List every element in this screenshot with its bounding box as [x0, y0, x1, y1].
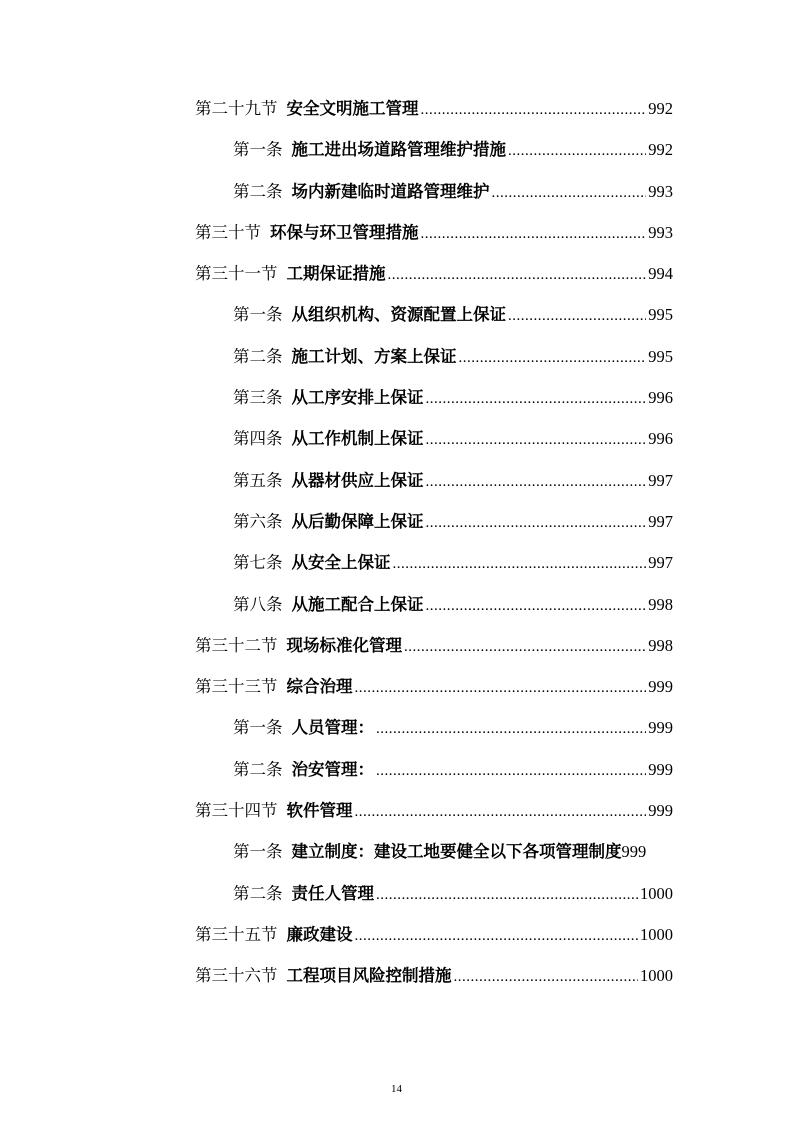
- toc-entry-page: 992: [648, 99, 673, 118]
- toc-entry-title: 场内新建临时道路管理维护: [291, 181, 490, 201]
- toc-entry[interactable]: [0, 461, 793, 502]
- toc-entry-number: 第一条: [233, 305, 283, 325]
- toc-entry-page: 994: [648, 264, 673, 284]
- toc-entry-title: 从工作机制上保证: [291, 429, 424, 449]
- toc-entry-title: 施工进出场道路管理维护措施: [291, 140, 506, 160]
- toc-entry-title: 从施工配合上保证: [291, 594, 424, 614]
- toc-entry-page: 999: [648, 677, 673, 697]
- toc-entry-title: 从器材供应上保证: [291, 470, 424, 490]
- toc-entry[interactable]: [0, 750, 793, 791]
- toc-leader-dots: [355, 924, 639, 948]
- toc-entry[interactable]: [0, 337, 793, 378]
- toc-entry-number: 第一条: [233, 140, 283, 160]
- toc-entry-number: 第二条: [233, 181, 283, 201]
- toc-entry-title: 从组织机构、资源配置上保证: [291, 305, 506, 325]
- toc-entry-title: 责任人管理: [291, 883, 374, 903]
- toc-entry[interactable]: [0, 502, 793, 543]
- toc-entry[interactable]: [0, 543, 793, 584]
- toc-entry-title: 建立制度：建设工地要健全以下各项管理制度: [291, 842, 622, 862]
- toc-entry[interactable]: [0, 130, 793, 171]
- toc-leader-dots: [376, 759, 646, 783]
- toc-entry-page: 1000: [640, 883, 673, 903]
- toc-entry[interactable]: [0, 915, 793, 956]
- toc-leader-dots: [426, 428, 647, 452]
- toc-entry[interactable]: [0, 832, 793, 873]
- toc-leader-dots: [404, 635, 646, 659]
- toc-entry[interactable]: [0, 254, 793, 295]
- table-of-contents: [0, 89, 793, 998]
- toc-leader-dots: [421, 222, 647, 246]
- toc-entry-page: 995: [648, 346, 673, 366]
- toc-entry[interactable]: [0, 172, 793, 213]
- toc-entry-number: 第二条: [233, 759, 283, 779]
- toc-leader-dots: [355, 800, 647, 824]
- toc-leader-dots: [426, 470, 647, 494]
- toc-entry-page: 998: [648, 635, 673, 655]
- toc-entry-page: 1000: [640, 924, 673, 944]
- toc-entry-page: 993: [648, 181, 673, 201]
- toc-entry-page: 993: [648, 222, 673, 242]
- toc-entry-title: 工程项目风险控制措施: [286, 966, 452, 986]
- toc-entry-number: 第三条: [233, 388, 283, 408]
- toc-entry-number: 第三十三节: [195, 677, 278, 697]
- toc-entry-title: 人员管理：: [291, 718, 374, 738]
- toc-leader-dots: [376, 883, 638, 907]
- toc-leader-dots: [508, 304, 646, 328]
- toc-entry-number: 第二条: [233, 346, 283, 366]
- toc-entry-title: 综合治理: [286, 677, 353, 697]
- toc-leader-dots: [421, 98, 647, 122]
- toc-leader-dots: [426, 594, 647, 618]
- toc-entry-title: 从工序安排上保证: [291, 388, 424, 408]
- toc-entry-title: 治安管理：: [291, 759, 374, 779]
- toc-entry-number: 第七条: [233, 553, 283, 573]
- toc-entry[interactable]: [0, 791, 793, 832]
- toc-entry[interactable]: [0, 378, 793, 419]
- toc-entry-title: 软件管理: [286, 801, 353, 821]
- toc-entry-page: 997: [648, 470, 673, 490]
- toc-entry-page: 996: [648, 429, 673, 449]
- toc-entry-number: 第三十五节: [195, 924, 278, 944]
- toc-entry[interactable]: [0, 667, 793, 708]
- toc-leader-dots: [388, 263, 647, 287]
- toc-entry[interactable]: [0, 213, 793, 254]
- toc-entry-title: 环保与环卫管理措施: [270, 222, 419, 242]
- page-number: 14: [391, 1083, 402, 1095]
- toc-entry[interactable]: [0, 295, 793, 336]
- toc-entry-page: 1000: [640, 966, 673, 986]
- toc-entry-title: 工期保证措施: [286, 264, 386, 284]
- toc-entry-page: 997: [648, 511, 673, 531]
- toc-leader-dots: [355, 676, 647, 700]
- toc-entry-number: 第一条: [233, 842, 283, 862]
- toc-entry[interactable]: [0, 89, 793, 130]
- toc-entry[interactable]: [0, 874, 793, 915]
- toc-entry-number: 第一条: [233, 718, 283, 738]
- toc-entry-page: 999: [648, 801, 673, 821]
- toc-entry-page: 997: [648, 553, 673, 573]
- toc-entry-number: 第八条: [233, 594, 283, 614]
- toc-entry-title: 施工计划、方案上保证: [291, 346, 457, 366]
- toc-entry-number: 第三十六节: [195, 966, 278, 986]
- toc-entry-number: 第三十二节: [195, 635, 278, 655]
- toc-entry-page: 999: [648, 759, 673, 779]
- toc-entry[interactable]: [0, 626, 793, 667]
- toc-entry-number: 第三十一节: [195, 264, 278, 284]
- toc-entry-page: 999: [648, 718, 673, 738]
- toc-leader-dots: [508, 139, 646, 163]
- toc-leader-dots: [426, 511, 647, 535]
- toc-leader-dots: [426, 387, 647, 411]
- toc-entry-title: 现场标准化管理: [286, 635, 402, 655]
- toc-entry[interactable]: [0, 419, 793, 460]
- toc-leader-dots: [492, 181, 647, 205]
- toc-entry-page: 998: [648, 594, 673, 614]
- toc-entry-title: 从后勤保障上保证: [291, 511, 424, 531]
- toc-entry-page: 995: [648, 305, 673, 325]
- toc-entry-number: 第六条: [233, 511, 283, 531]
- toc-entry[interactable]: [0, 956, 793, 997]
- toc-entry-number: 第三十四节: [195, 801, 278, 821]
- toc-entry-number: 第三十节: [195, 222, 261, 242]
- toc-entry-title: 安全文明施工管理: [286, 99, 419, 118]
- toc-entry-page: 992: [648, 140, 673, 160]
- toc-entry-number: 第二条: [233, 883, 283, 903]
- toc-leader-dots: [459, 346, 647, 370]
- toc-entry-title: 从安全上保证: [291, 553, 391, 573]
- toc-entry-number: 第五条: [233, 470, 283, 490]
- toc-entry-page: 999: [621, 842, 647, 862]
- toc-entry[interactable]: [0, 585, 793, 626]
- toc-entry-number: 第二十九节: [195, 99, 278, 118]
- toc-leader-dots: [454, 965, 639, 989]
- toc-leader-dots: [376, 717, 646, 741]
- toc-entry-page: 996: [648, 388, 673, 408]
- toc-leader-dots: [393, 552, 647, 576]
- toc-entry-number: 第四条: [233, 429, 283, 449]
- toc-entry-title: 廉政建设: [286, 924, 353, 944]
- toc-entry[interactable]: [0, 708, 793, 749]
